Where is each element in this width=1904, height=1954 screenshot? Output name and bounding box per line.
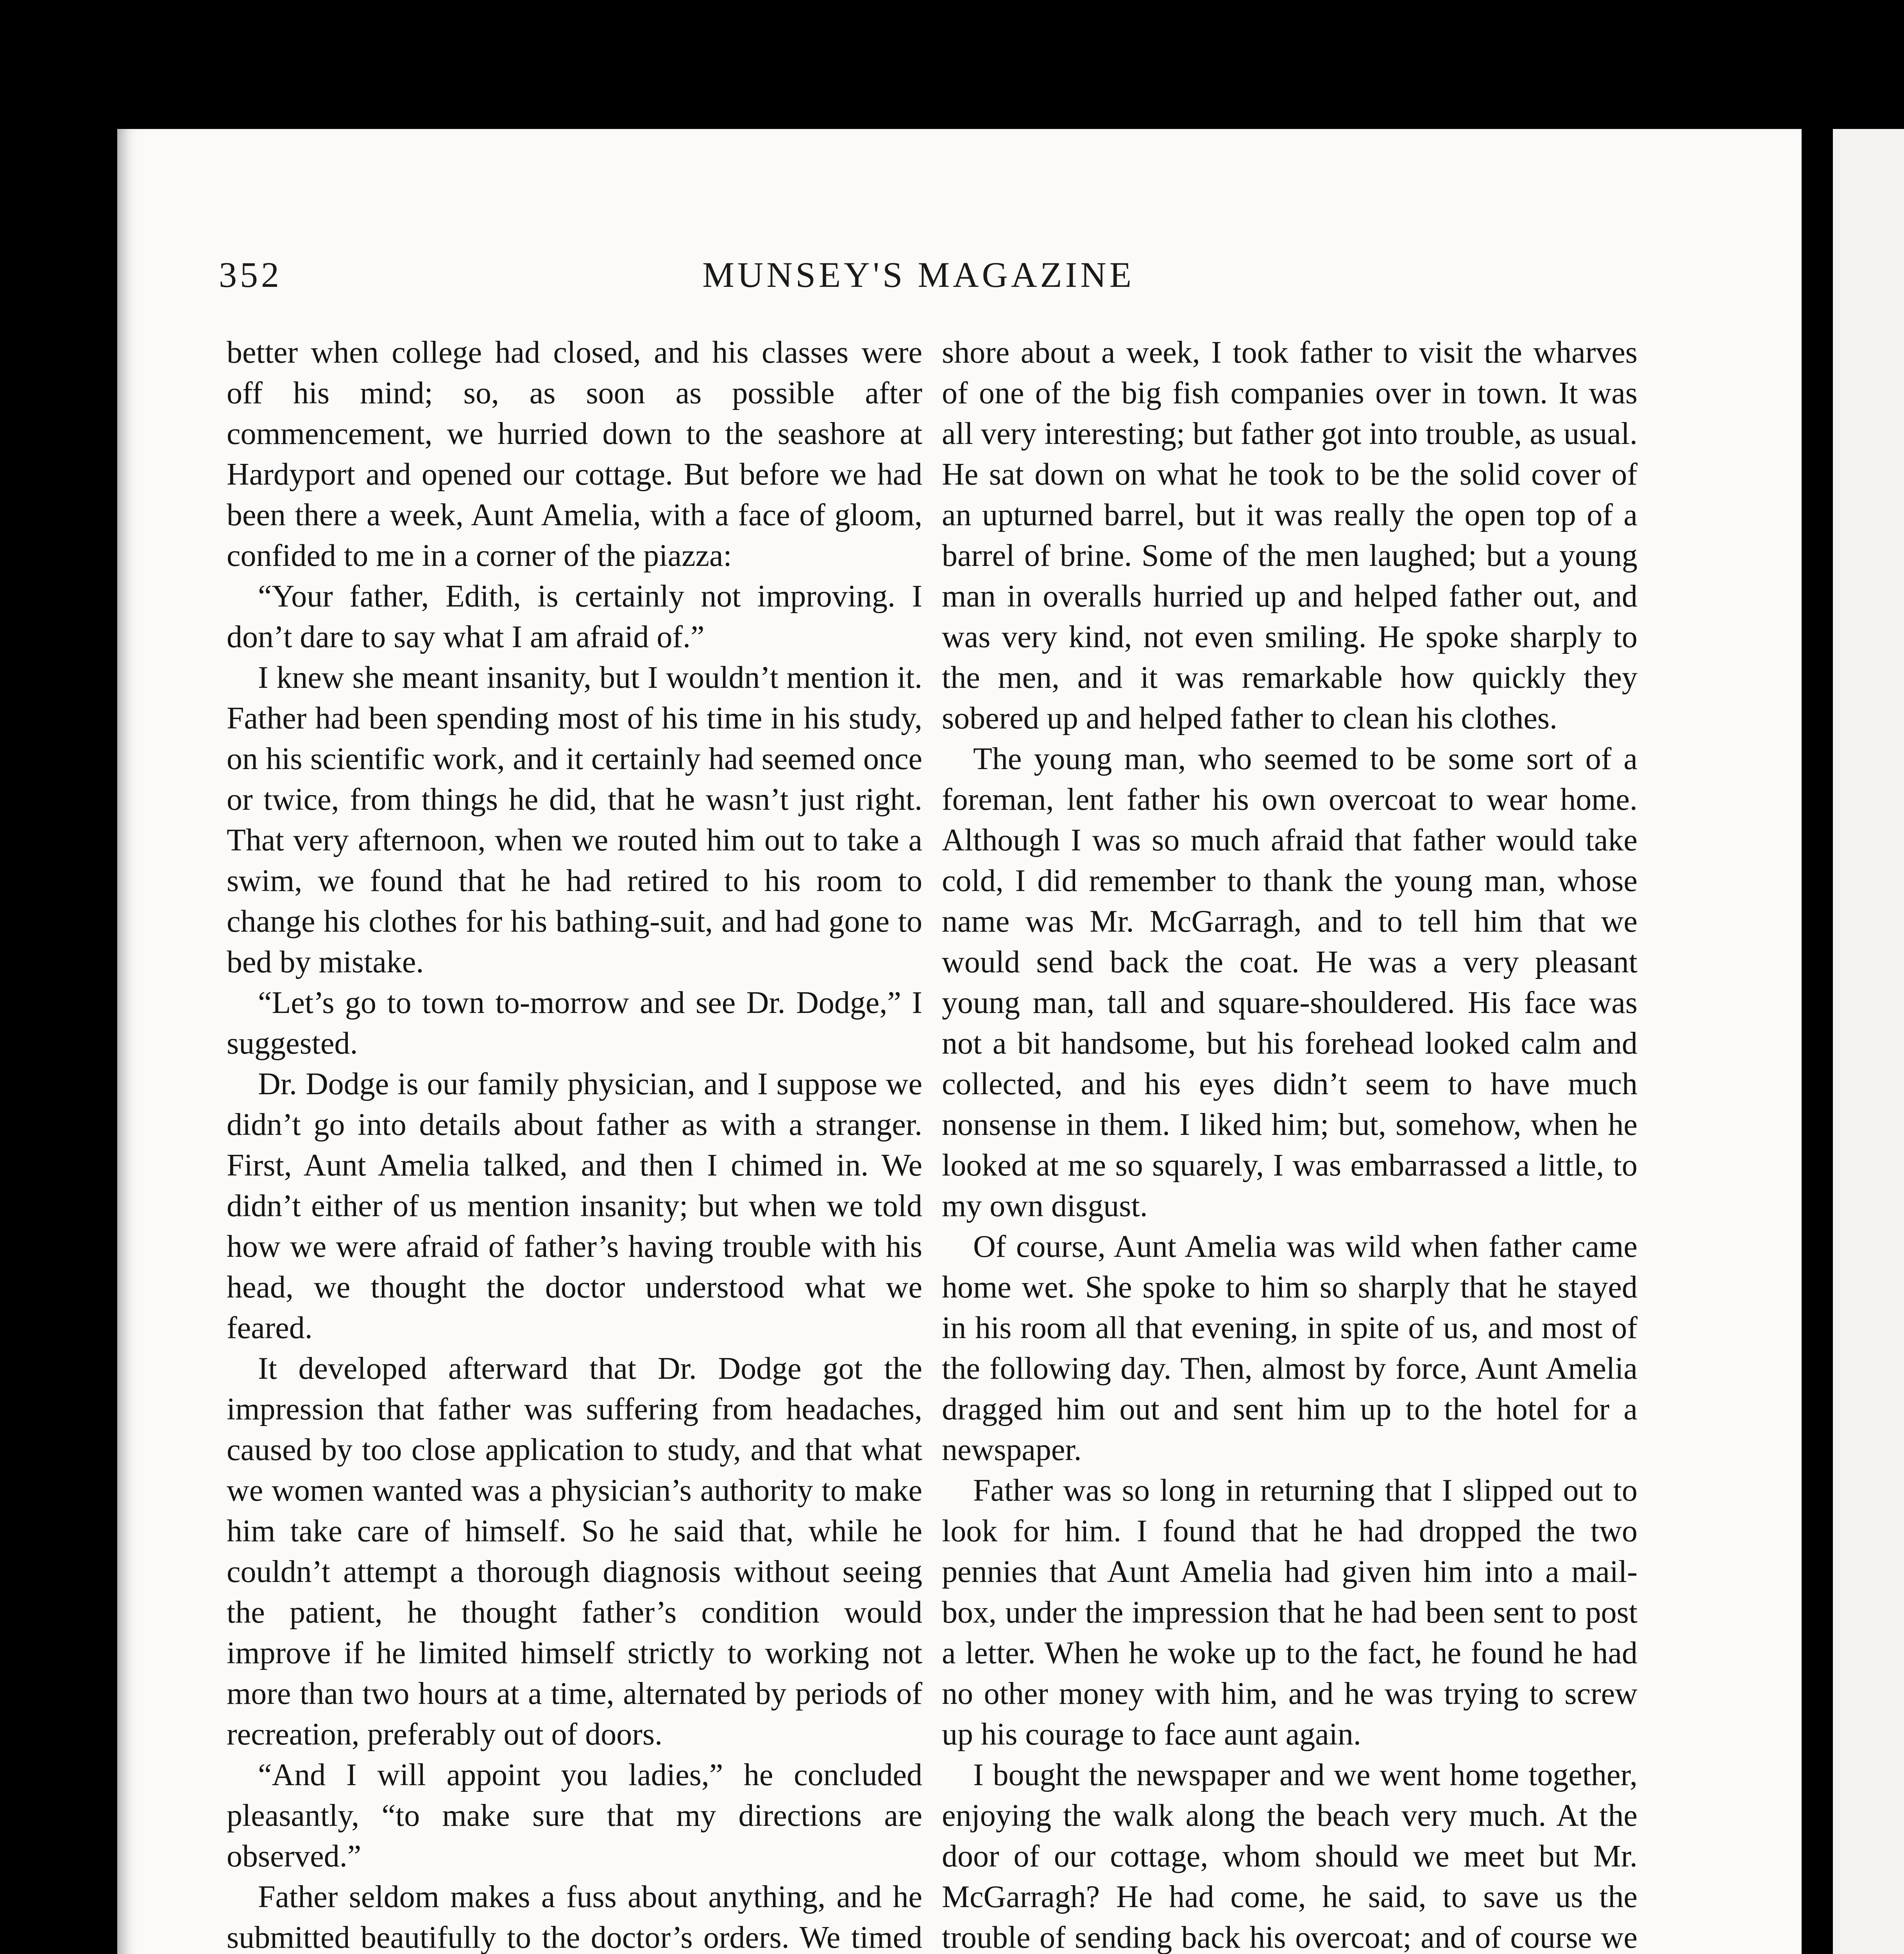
paragraph: Dr. Dodge is our family physician, and I suppose we didn’t go into details about father as with a stranger. First, Aunt Amelia talked, and then I chimed in. We didn’t either of us mention insanity; but when we told how we were afraid of father’s having trouble with his head, we thought the doctor understood what we feared. — [227, 1067, 922, 1345]
paragraph: Father was so long in returning that I slipped out to look for him. I found that he had dropped the two pennies that Aunt Amelia had given him into a mail-box, under the impression that he had been sent to post a letter. When he woke up to the fact, he found he had no other money with him, and he was trying to screw up his courage to face aunt again. — [942, 1473, 1637, 1752]
paragraph: Father seldom makes a fuss about anything, and he submitted beautifully to the doctor’s orders. We timed — [227, 1880, 922, 1954]
running-head: MUNSEY'S MAGAZINE — [702, 255, 1135, 295]
page-header — [219, 246, 1618, 301]
paragraph: I knew she meant insanity, but I wouldn’t mention it. Father had been spending most of his time in his study, on his scientific work, and it certainly had seemed once or twice, from things he did, that he wasn’t just right. That very afternoon, when we routed him out to take a swim, we found that he had retired to his room to change his clothes for his bathing-suit, and had gone to bed by mistake. — [227, 660, 922, 979]
paragraph: “Your father, Edith, is certainly not improving. I don’t dare to say what I am afraid of.” — [227, 579, 922, 654]
left-column — [227, 332, 922, 1954]
paragraph: “And I will appoint you ladies,” he concluded pleasantly, “to make sure that my directions are observed.” — [227, 1758, 922, 1873]
paragraph: The young man, who seemed to be some sort of a foreman, lent father his own overcoat to wear home. Although I was so much afraid that father would take cold, I did remember to thank the young man, whose name was Mr. McGarragh, and to tell him that we would send back the coat. He was a very pleasant young man, tall and square-shouldered. His face was not a bit handsome, but his forehead looked calm and collected, and his eyes didn’t seem to have much nonsense in them. I liked him; but, somehow, when he looked at me so squarely, I was embarrassed a little, to my own disgust. — [942, 742, 1637, 1223]
paragraph: “Let’s go to town to-morrow and see Dr. Dodge,” I suggested. — [227, 986, 922, 1061]
paragraph: It developed afterward that Dr. Dodge got the impression that father was suffering from headaches, caused by too close application to study, and that what we women wanted was a physician’s authority to make him take care of himself. So he said that, while he couldn’t attempt a thorough diagnosis without seeing the patient, he thought father’s condition would improve if he limited himself strictly to working not more than two hours at a time, alternated by periods of recreation, preferably out of doors. — [227, 1351, 922, 1752]
paragraph: Of course, Aunt Amelia was wild when father came home wet. She spoke to him so sharply that he stayed in his room all that evening, in spite of us, and most of the following day. Then, almost by force, Aunt Amelia dragged him out and sent him up to the hotel for a newspaper. — [942, 1229, 1637, 1467]
right-column — [942, 332, 1637, 1954]
paragraph: shore about a week, I took father to visit the wharves of one of the big fish companies over in town. It was all very interesting; but father got into trouble, as usual. He sat down on what he took to be the solid cover of an upturned barrel, but it was really the open top of a barrel of brine. Some of the men laughed; but a young man in overalls hurried up and helped father out, and was very kind, not even smiling. He spoke sharply to the men, and it was remarkable how quickly they sobered up and helped father to clean his clothes. — [942, 335, 1637, 735]
page-number: 352 — [219, 255, 282, 295]
paragraph: better when college had closed, and his classes were off his mind; so, as soon as possible after commencement, we hurried down to the seashore at Hardyport and opened our cottage. But before we had been there a week, Aunt Amelia, with a face of gloom, confided to me in a corner of the piazza: — [227, 335, 922, 573]
facing-page-edge — [1833, 129, 1904, 1954]
paragraph: I bought the newspaper and we went home together, enjoying the walk along the beach very much. At the door of our cottage, whom should we meet but Mr. McGarragh? He had come, he said, to save us the trouble of sending back his overcoat; and of course we — [942, 1758, 1637, 1954]
